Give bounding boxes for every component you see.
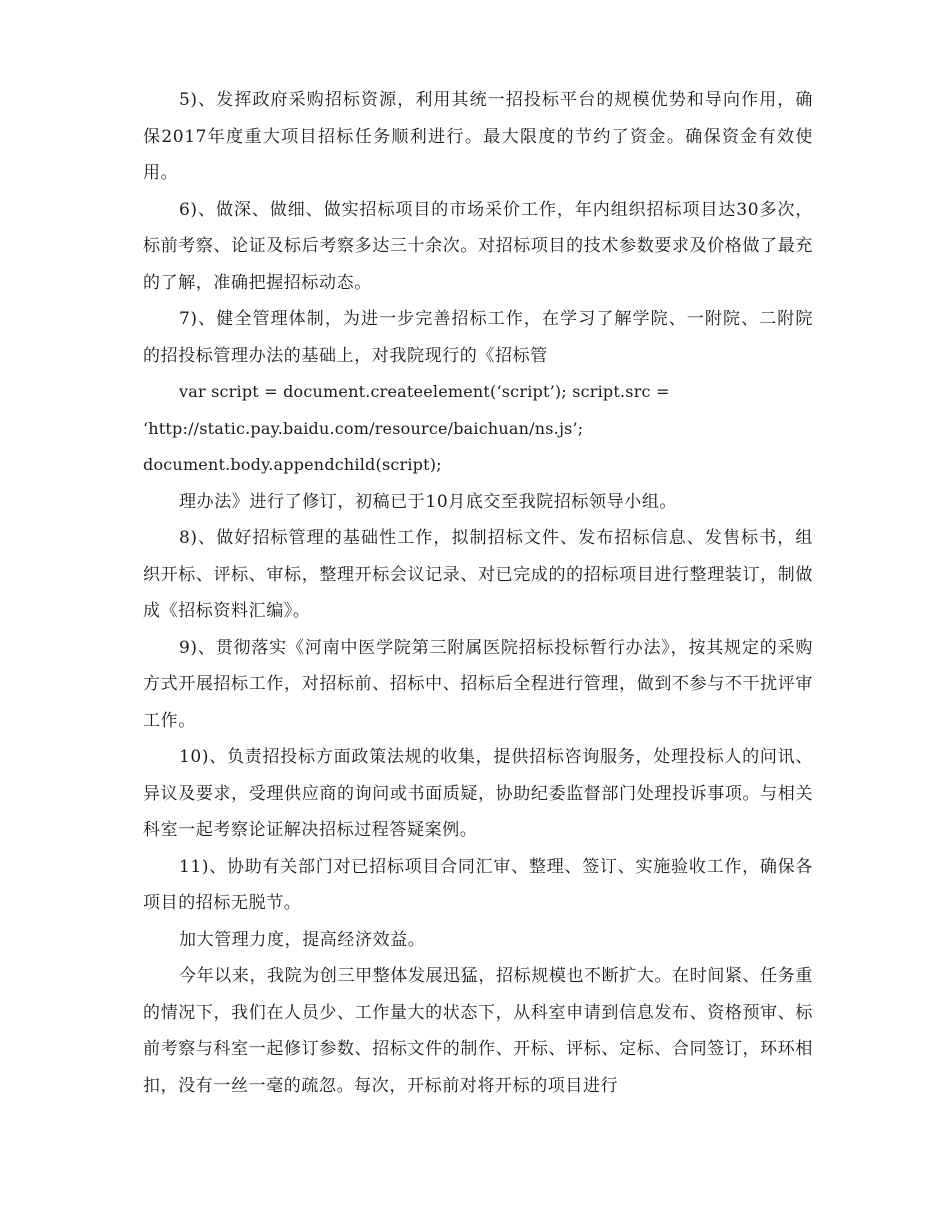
paragraph-item-8: 8)、做好招标管理的基础性工作，拟制招标文件、发布招标信息、发售标书，组织开标、评标、审标，整理开标会议记录、对已完成的的招标项目进行整理装订，制做成《招标资料汇编》。 xyxy=(143,528,813,621)
section-heading: 加大管理力度，提高经济效益。 xyxy=(179,929,426,950)
paragraph-item-9: 9)、贯彻落实《河南中医学院第三附属医院招标投标暂行办法》，按其规定的采购方式开展招标工作，对招标前、招标中、招标后全程进行管理，做到不参与不干扰评审工作。 xyxy=(143,637,813,731)
paragraph-item-10: 10)、负责招投标方面政策法规的收集，提供招标咨询服务，处理投标人的问讯、异议及要求，受理供应商的询问或书面质疑，协助纪委监督部门处理投诉事项。与相关科室一起考察论证解决招标过程答疑案例。 xyxy=(143,747,813,840)
document-body xyxy=(143,82,813,1104)
paragraph-summary: 今年以来，我院为创三甲整体发展迅猛，招标规模也不断扩大。在时间紧、任务重的情况下，我们在人员少、工作量大的状态下，从科室申请到信息发布、资格预审、标前考察与科室一起修订参数、招标文件的制作、开标、评标、定标、合同签订，环环相扣，没有一丝一毫的疏忽。每次，开标前对将开标的项目进行 xyxy=(143,966,813,1096)
code-line-3: document.body.appendchild(script); xyxy=(143,455,442,474)
code-line-2: ‘http://static.pay.baidu.com/resource/baichuan/ns.js’; xyxy=(143,418,584,438)
paragraph-item-11: 11)、协助有关部门对已招标项目合同汇审、整理、签订、实施验收工作，确保各项目的招标无脱节。 xyxy=(143,856,813,913)
code-line-1: var script = document.createelement(‘script’); script.src = xyxy=(179,382,670,401)
paragraph-item-7-continued: 理办法》进行了修订，初稿已于10月底交至我院招标领导小组。 xyxy=(179,491,678,512)
paragraph-item-7: 7)、健全管理体制，为进一步完善招标工作，在学习了解学院、一附院、二附院的招投标管理办法的基础上，对我院现行的《招标管 xyxy=(143,309,813,366)
paragraph-item-6: 6)、做深、做细、做实招标项目的市场采价工作，年内组织招标项目达30多次，标前考察、论证及标后考察多达三十余次。对招标项目的技术参数要求及价格做了最充的了解，准确把握招标动态。 xyxy=(143,199,813,293)
paragraph-item-5: 5)、发挥政府采购招标资源，利用其统一招投标平台的规模优势和导向作用，确保2017年度重大项目招标任务顺利进行。最大限度的节约了资金。确保资金有效使用。 xyxy=(143,90,813,183)
